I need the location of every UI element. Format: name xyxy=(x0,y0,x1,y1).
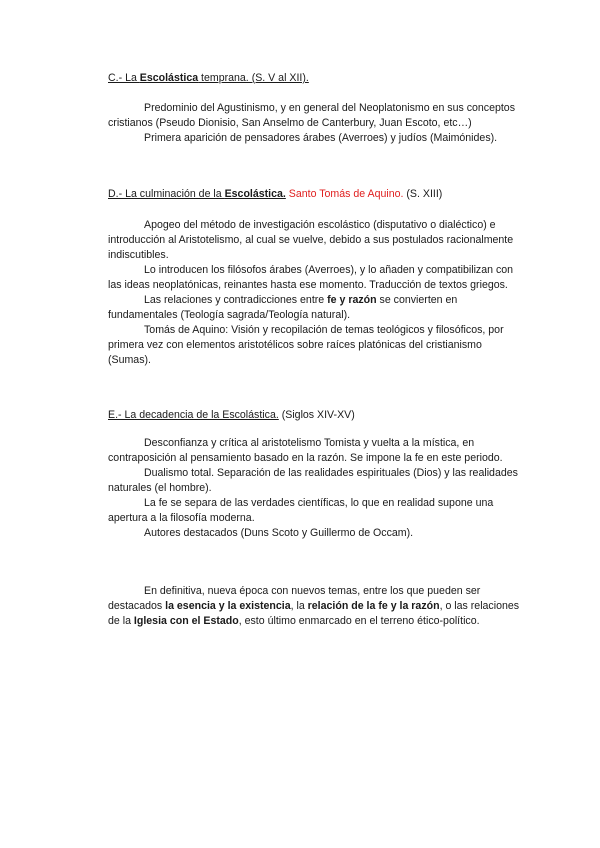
section-e-heading: E.- La decadencia de la Escolástica. (Siglos XIV-XV) xyxy=(108,409,355,421)
section-d-heading-underlined: D.- La culminación de la Escolástica. xyxy=(108,188,286,200)
section-e-body xyxy=(108,436,523,541)
section-c-paragraph: Predominio del Agustinismo, y en general del Neoplatonismo en sus conceptos cristianos (Pseudo Dionisio, San Anselmo de Canterbury, Juan Escoto, etc…) xyxy=(108,102,515,129)
section-d-paragraph: Lo introducen los filósofos árabes (Averroes), y lo añaden y compatibilizan con las ideas neoplatónicas, reinantes hasta ese momento. Traducción de textos griegos. xyxy=(108,264,514,291)
section-d-paragraph: Las relaciones y contradicciones entre fe y razón se convierten en fundamentales (Teología sagrada/Teología natural). xyxy=(108,294,458,321)
section-e-paragraph: La fe se separa de las verdades científicas, lo que en realidad supone una apertura a la filosofía moderna. xyxy=(108,497,494,524)
conclusion-body xyxy=(108,584,523,629)
section-d-heading-highlight: Santo Tomás de Aquino. xyxy=(285,188,404,200)
section-e-paragraph: Autores destacados (Duns Scoto y Guillermo de Occam). xyxy=(144,527,414,539)
section-c-body xyxy=(108,101,523,146)
section-e-paragraph: Desconfianza y crítica al aristotelismo Tomista y vuelta a la mística, en contraposición al pensamiento basado en la razón. Se impone la fe en este periodo. xyxy=(108,437,503,464)
section-d-body xyxy=(108,218,523,368)
section-c-heading xyxy=(108,71,528,86)
section-d-paragraph: Tomás de Aquino: Visión y recopilación de temas teológicos y filosóficos, por primera vez con elementos aristotélicos sobre raíces platónicas del cristianismo (Sumas). xyxy=(108,324,504,366)
section-e-paragraph: Dualismo total. Separación de las realidades espirituales (Dios) y las realidades naturales (el hombre). xyxy=(108,467,518,494)
conclusion-paragraph: En definitiva, nueva época con nuevos temas, entre los que pueden ser destacados la esencia y la existencia, la relación de la fe y la razón, o las relaciones de la Iglesia con el Estado, esto último enmarcado en el terreno ético-político. xyxy=(108,585,520,627)
section-d-paragraph: Apogeo del método de investigación escolástico (disputativo o dialéctico) e introducción al Aristotelismo, al cual se vuelve, debido a sus postulados racionalmente indiscutibles. xyxy=(108,219,514,261)
section-c-heading-text: C.- La Escolástica temprana. (S. V al XII). xyxy=(108,72,309,84)
section-c-paragraph: Primera aparición de pensadores árabes (Averroes) y judíos (Maimónides). xyxy=(144,132,498,144)
section-d-heading: D.- La culminación de la Escolástica. Santo Tomás de Aquino. (S. XIII) xyxy=(108,188,443,200)
section-e-heading-underlined: E.- La decadencia de la Escolástica. xyxy=(108,409,279,421)
